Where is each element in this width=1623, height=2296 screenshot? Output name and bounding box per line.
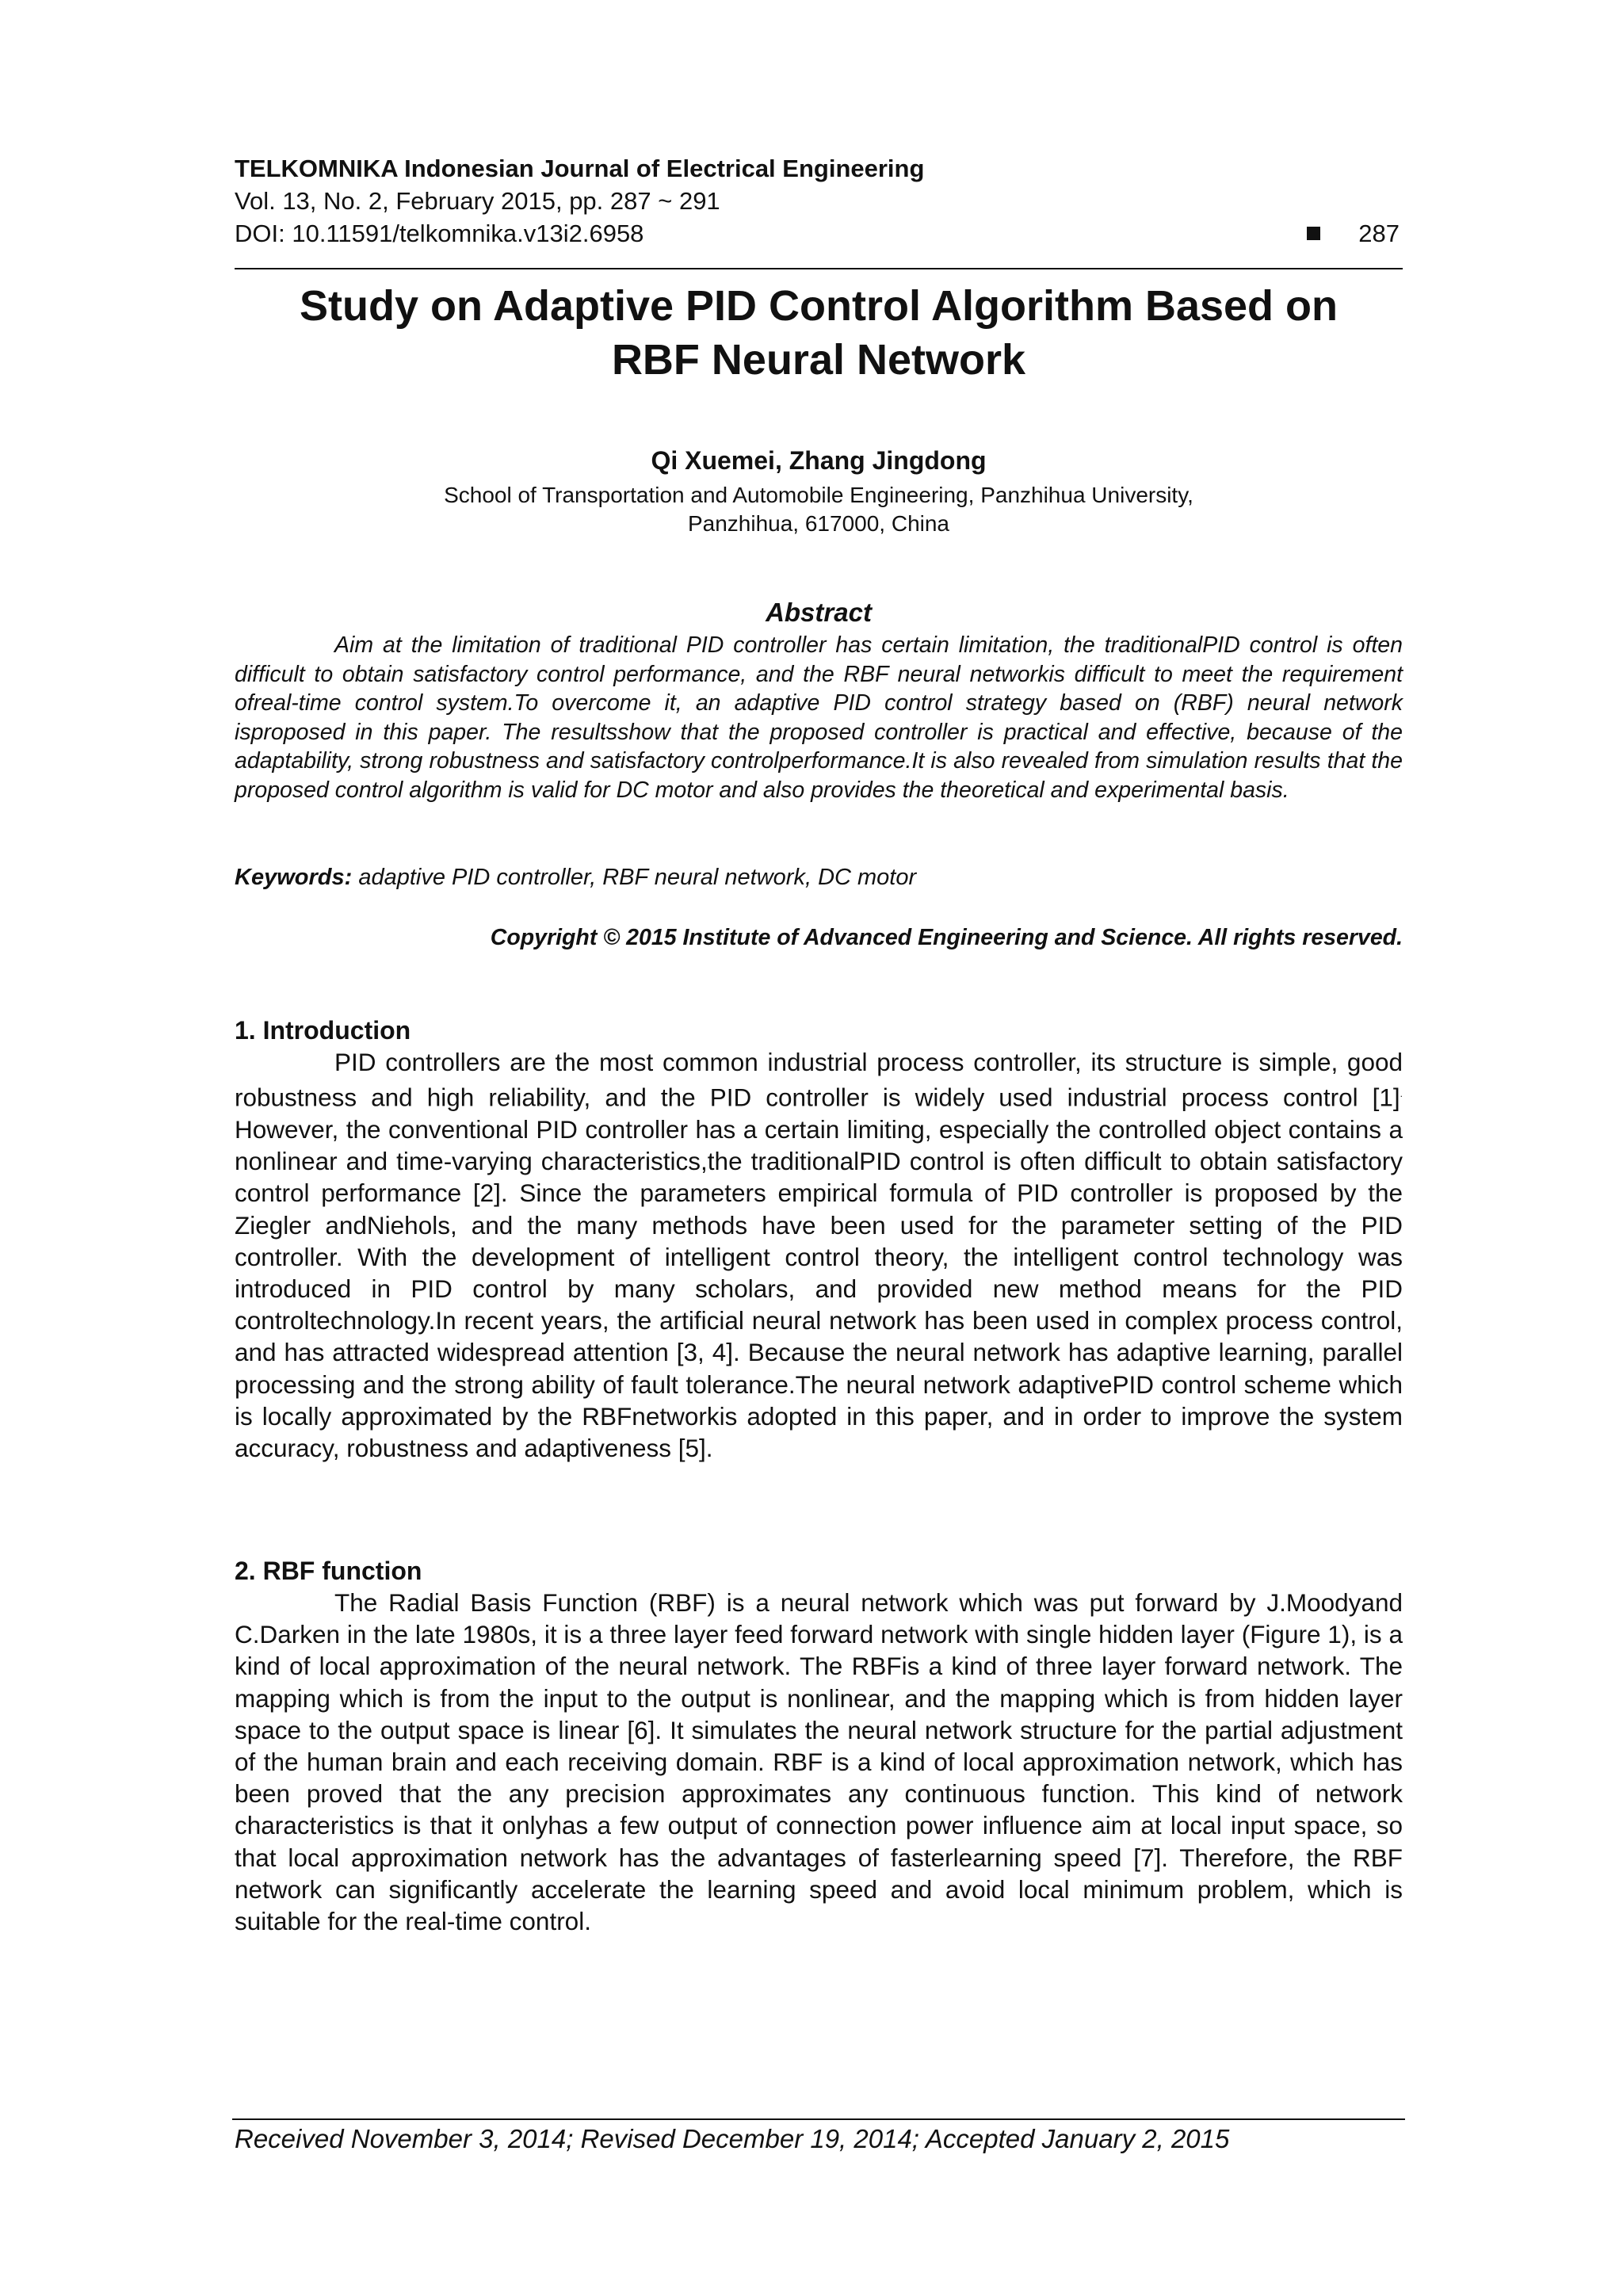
author-names: Qi Xuemei, Zhang Jingdong	[651, 446, 987, 475]
paper-title-line-1: Study on Adaptive PID Control Algorithm Based on	[299, 282, 1338, 330]
copyright-notice: Copyright © 2015 Institute of Advanced Engineering and Science. All rights reserved.	[490, 925, 1403, 950]
paper-title	[235, 279, 1403, 387]
section-rbf-function	[235, 1555, 1403, 1937]
page-number-block	[1307, 217, 1403, 250]
affiliation-line-1: School of Transportation and Automobile Engineering, Panzhihua University,	[444, 483, 1193, 507]
intro-text-part-1: PID controllers are the most common industrial process controller, its structure is simple, good robustness and high reliability, and the PID controller is widely used industrial process control [1]	[235, 1048, 1403, 1112]
paper-title-line-2: RBF Neural Network	[611, 336, 1026, 384]
section-title: 2. RBF function	[235, 1557, 422, 1585]
keywords-label: Keywords:	[235, 865, 353, 890]
author-block	[235, 445, 1403, 538]
footer-divider	[232, 2118, 1405, 2120]
intro-text-part-2: However, the conventional PID controller has a certain limiting, especially the controlled object contains a nonlinear and time-varying characteristics,the traditionalPID control is often difficult to obtain satisfactory control performance [2]. Since the parameters empirical formula of PID controller is proposed by the Ziegler andNiehols, and the many methods have been used for the parameter setting of the PID controller. With the development of intelligent control theory, the intelligent control technology was introduced in PID control by many scholars, and provided new method means for the PID controltechnology.In recent years, the artificial neural network has been used in complex process control, and has attracted widespread attention [3, 4]. Because the neural network has adaptive learning, parallel processing and the strong ability of fault tolerance.The neural network adaptivePID control scheme which is locally approximated by the RBFnetworkis adopted in this paper, and in order to improve the system accuracy, robustness and adaptiveness [5].	[235, 1114, 1403, 1462]
doi-row	[235, 217, 1403, 250]
page-number: 287	[1358, 220, 1400, 247]
doi-link[interactable]: DOI: 10.11591/telkomnika.v13i2.6958	[235, 220, 644, 247]
keywords	[235, 862, 1403, 892]
abstract-text: Aim at the limitation of traditional PID controller has certain limitation, the traditionalPID control is often difficult to obtain satisfactory control performance, and the RBF neural networkis difficult to meet the requirement ofreal-time control system.To overcome it, an adaptive PID control strategy based on (RBF) neural network isproposed in this paper. The resultsshow that the proposed controller is practical and effective, because of the adaptability, strong robustness and satisfactory controlperformance.It is also revealed from simulation results that the proposed control algorithm is valid for DC motor and also provides the theoretical and experimental basis.	[235, 632, 1403, 803]
keywords-text: adaptive PID controller, RBF neural network, DC motor	[358, 865, 917, 890]
journal-name: TELKOMNIKA Indonesian Journal of Electrical Engineering	[235, 155, 925, 182]
section-body: The Radial Basis Function (RBF) is a neural network which was put forward by J.Moodyand C.Darken in the late 1980s, it is a three layer feed forward network with single hidden layer (Figure 1), is a kind of local approximation of the neural network. The RBFis a kind of three layer forward network. The mapping which is from the input to the output is nonlinear, and the mapping which is from hidden layer space to the output space is linear [6]. It simulates the neural network structure for the partial adjustment of the human brain and each receiving domain. RBF is a kind of local approximation network, which has been proved that the any precision approximates any continuous function. This kind of network characteristics is that it onlyhas a few output of connection power influence aim at local input space, so that local approximation network has the advantages of fasterlearning speed [7]. Therefore, the RBF network can significantly accelerate the learning speed and avoid local minimum problem, which is suitable for the real-time control.	[235, 1588, 1403, 1936]
square-bullet-icon	[1307, 227, 1320, 240]
journal-volume: Vol. 13, No. 2, February 2015, pp. 287 ~ 291	[235, 187, 720, 215]
affiliation-line-2: Panzhihua, 617000, China	[687, 511, 950, 536]
header-divider	[235, 268, 1403, 269]
submission-dates: Received November 3, 2014; Revised December 19, 2014; Accepted January 2, 2015	[235, 2124, 1230, 2153]
section-body: PID controllers are the most common industrial process controller, its structure is simple, good robustness and high reliability, and the PID controller is widely used industrial process control [1]. However, the conventional PID controller has a certain limiting, especially the controlled object contains a nonlinear and time-varying characteristics,the traditionalPID control is often difficult to obtain satisfactory control performance [2]. Since the parameters empirical formula of PID controller is proposed by the Ziegler andNiehols, and the many methods have been used for the parameter setting of the PID controller. With the development of intelligent control theory, the intelligent control technology was introduced in PID control by many scholars, and provided new method means for the PID controltechnology.In recent years, the artificial neural network has been used in complex process control, and has attracted widespread attention [3, 4]. Because the neural network has adaptive learning, parallel processing and the strong ability of fault tolerance.The neural network adaptivePID control scheme which is locally approximated by the RBFnetworkis adopted in this paper, and in order to improve the system accuracy, robustness and adaptiveness [5].	[235, 1048, 1403, 1462]
section-title: 1. Introduction	[235, 1016, 411, 1045]
author-affiliation	[235, 481, 1403, 538]
abstract-heading: Abstract	[766, 598, 872, 627]
section-introduction	[235, 1014, 1403, 1464]
journal-header	[235, 152, 1403, 250]
